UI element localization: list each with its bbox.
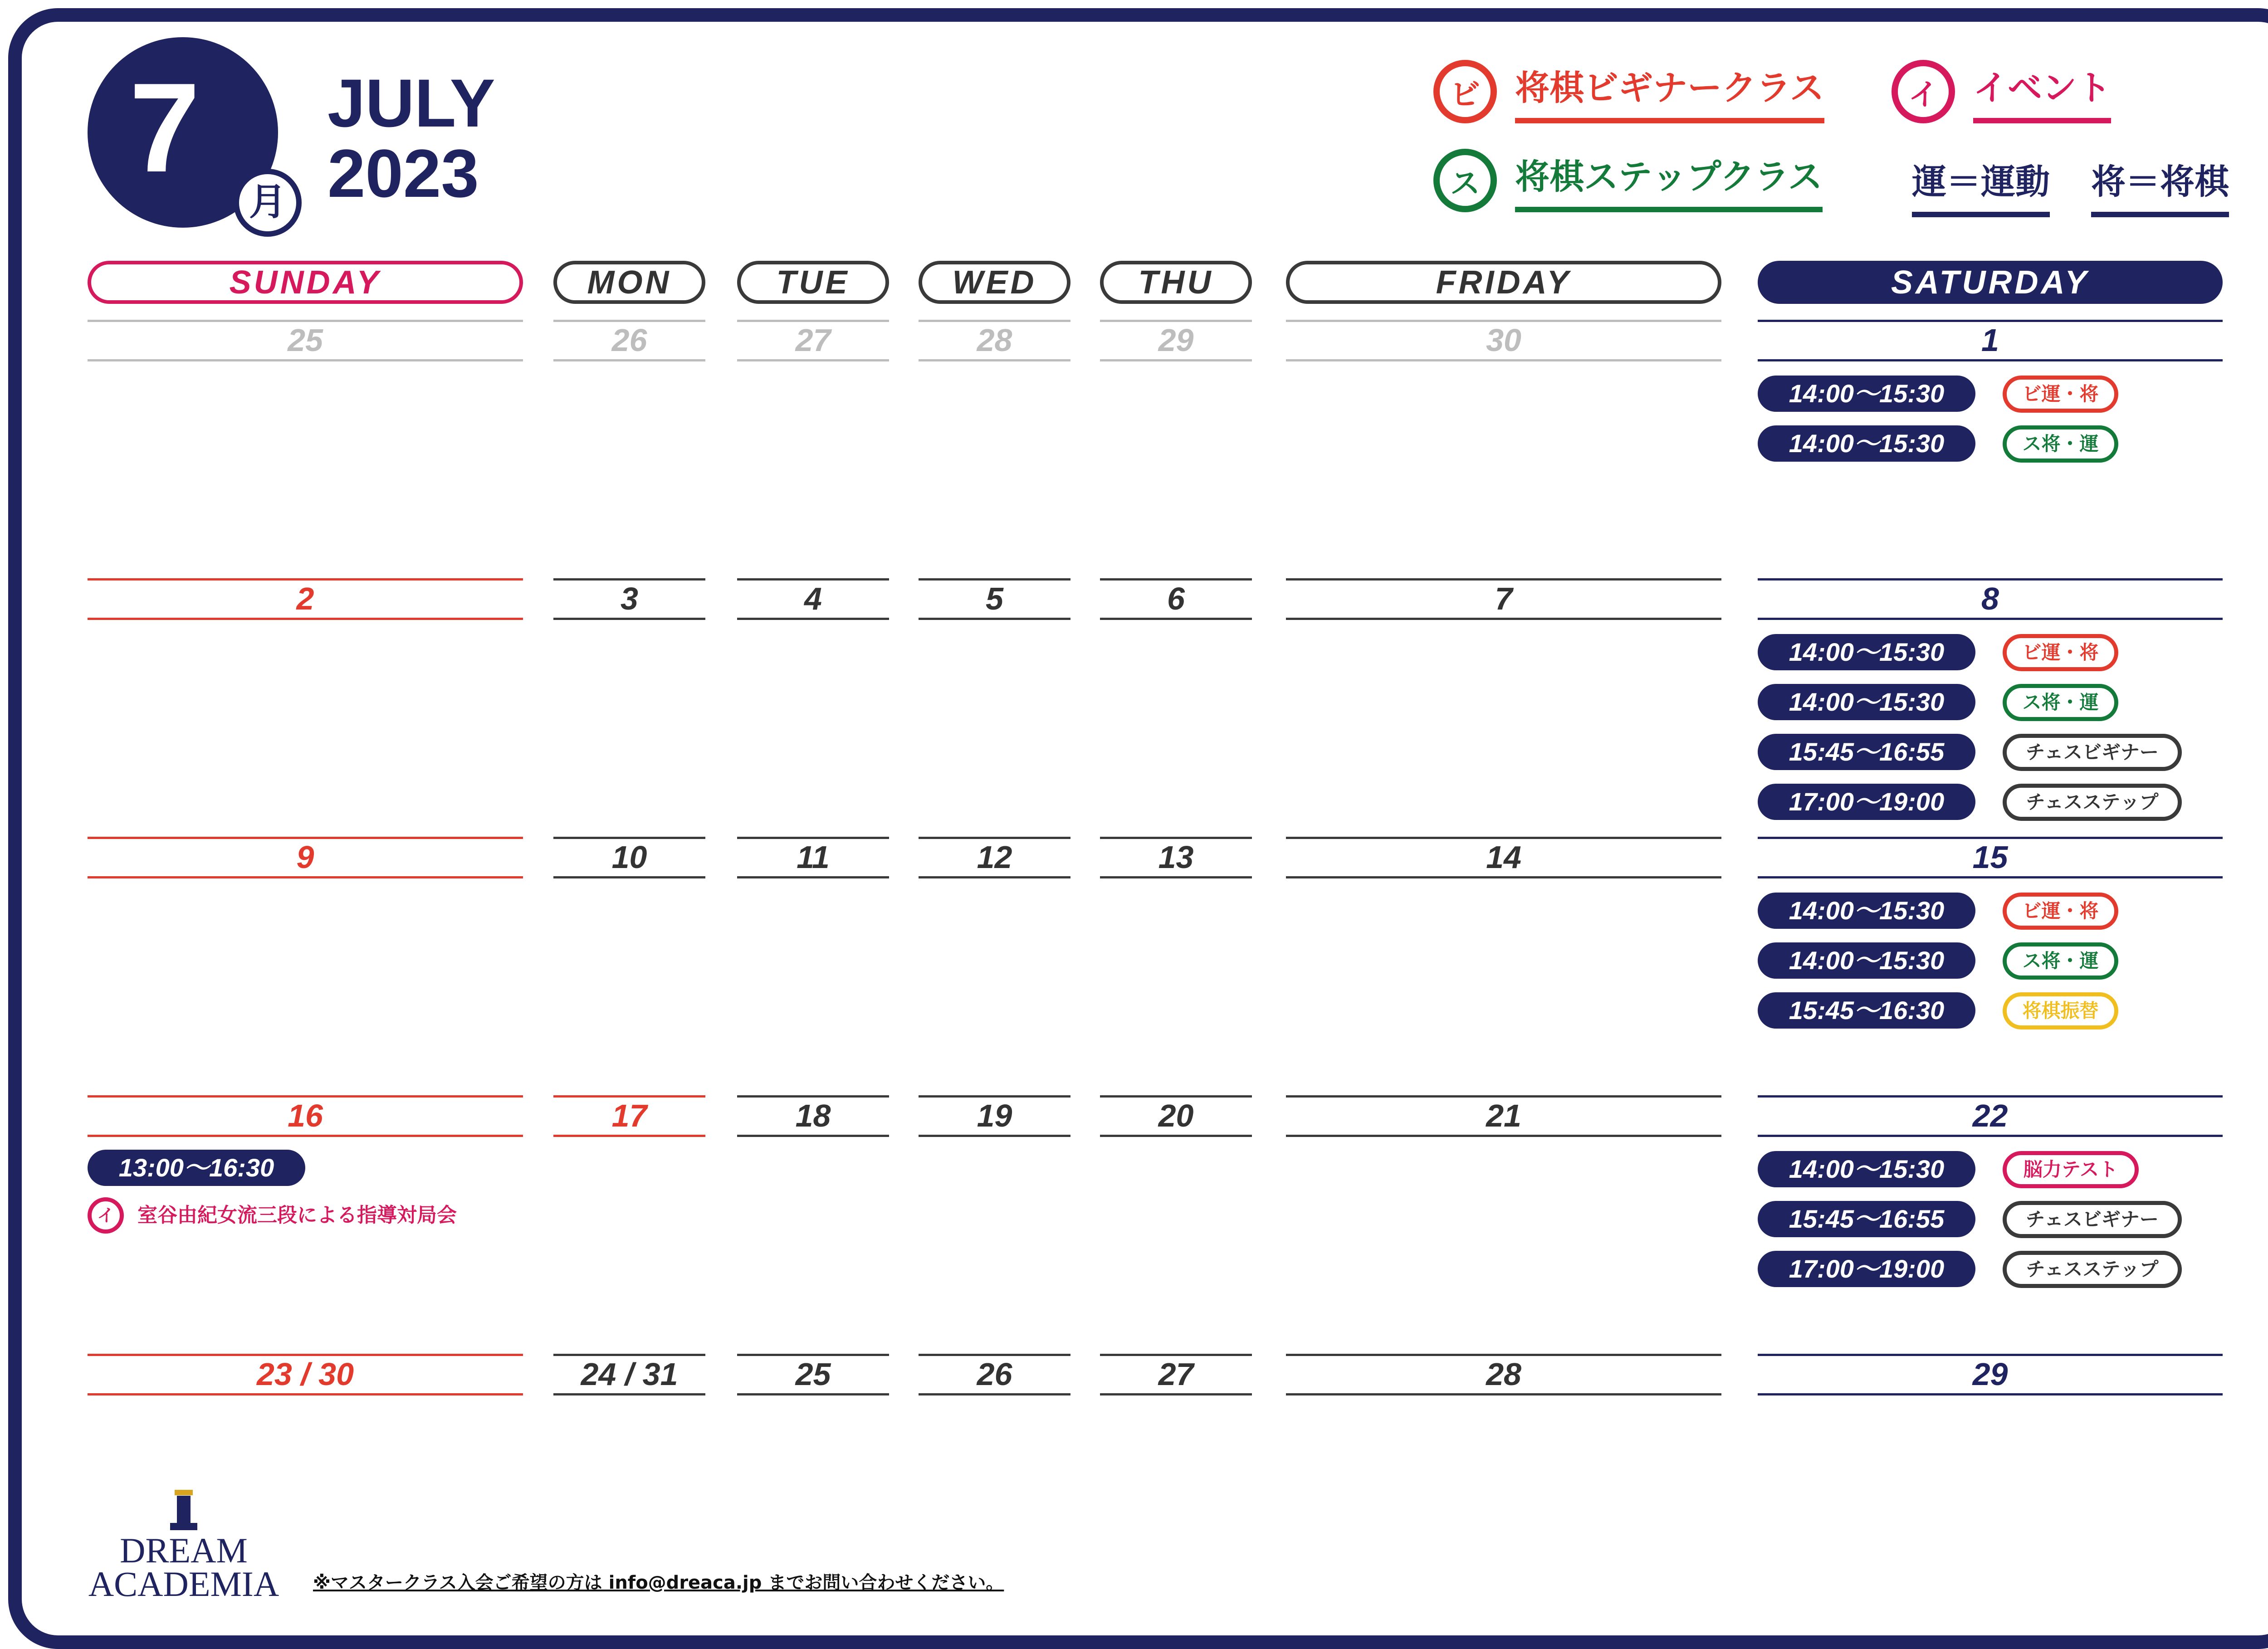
class-tag[interactable]: ビ運・将 (2003, 893, 2118, 930)
event-time[interactable]: 14:00〜15:30 (1758, 893, 1975, 929)
footer-note: ※マスタークラス入会ご希望の方は info@dreaca.jp までお問い合わせください。 (313, 1572, 1004, 1593)
date-cell-saturday: 8 (1758, 578, 2223, 620)
event-time[interactable]: 14:00〜15:30 (1758, 425, 1975, 462)
date-cell-saturday: 22 (1758, 1095, 2223, 1137)
date-cell: 4 (737, 578, 889, 620)
date-cell: 30 (1286, 320, 1721, 361)
class-tag[interactable]: チェスステップ (2003, 784, 2182, 821)
date-cell: 28 (1286, 1354, 1721, 1395)
legend-event (1892, 60, 2111, 123)
date-cell-sunday: 23 / 30 (88, 1354, 523, 1395)
legend-event-label: イベント (1973, 60, 2111, 123)
event-time[interactable]: 14:00〜15:30 (1758, 684, 1975, 720)
date-cell: 7 (1286, 578, 1721, 620)
class-tag[interactable]: ス将・運 (2003, 942, 2118, 980)
date-cell: 20 (1100, 1095, 1252, 1137)
date-cell-sunday: 16 (88, 1095, 523, 1137)
event-time[interactable]: 15:45〜16:55 (1758, 1201, 1975, 1237)
date-cell: 24 / 31 (553, 1354, 705, 1395)
step-icon: ス (1433, 149, 1497, 212)
header-saturday: SATURDAY (1758, 261, 2223, 304)
month-kanji: 月 (234, 169, 302, 237)
date-cell: 6 (1100, 578, 1252, 620)
event-time[interactable]: 13:00〜16:30 (88, 1150, 305, 1186)
header-monday: MON (553, 261, 705, 304)
class-tag[interactable]: ビ運・将 (2003, 376, 2118, 413)
class-tag[interactable]: ス将・運 (2003, 425, 2118, 463)
header-thursday: THU (1100, 261, 1252, 304)
date-cell: 5 (919, 578, 1070, 620)
class-tag[interactable]: チェスステップ (2003, 1251, 2182, 1288)
event-time[interactable]: 17:00〜19:00 (1758, 1251, 1975, 1287)
class-tag[interactable]: チェスビギナー (2003, 734, 2182, 771)
class-tag[interactable]: ス将・運 (2003, 684, 2118, 721)
month-number: 7 (129, 57, 200, 199)
event-time[interactable]: 15:45〜16:55 (1758, 734, 1975, 770)
legend-beginner-label: 将棋ビギナークラス (1515, 60, 1824, 123)
class-tag[interactable]: 将棋振替 (2003, 992, 2118, 1029)
month-english: JULY (327, 65, 495, 141)
header-friday: FRIDAY (1286, 261, 1721, 304)
date-cell: 13 (1100, 837, 1252, 878)
event-time[interactable]: 17:00〜19:00 (1758, 784, 1975, 820)
legend-step-label: 将棋ステップクラス (1515, 149, 1823, 212)
event-time[interactable]: 14:00〜15:30 (1758, 942, 1975, 979)
event-description: 室谷由紀女流三段による指導対局会 (137, 1204, 457, 1227)
month-title (327, 65, 495, 211)
header-wednesday: WED (919, 261, 1070, 304)
date-cell: 25 (737, 1354, 889, 1395)
date-cell: 26 (553, 320, 705, 361)
class-tag[interactable]: チェスビギナー (2003, 1201, 2182, 1238)
chess-piece-icon (86, 1488, 281, 1533)
year: 2023 (327, 135, 479, 211)
date-cell-saturday: 1 (1758, 320, 2223, 361)
logo-line1: DREAM (120, 1531, 248, 1570)
date-cell: 25 (88, 320, 523, 361)
header-tuesday: TUE (737, 261, 889, 304)
dream-academia-logo (86, 1488, 281, 1602)
class-tag[interactable]: 脳力テスト (2003, 1151, 2139, 1188)
date-cell-saturday: 29 (1758, 1354, 2223, 1395)
date-cell: 14 (1286, 837, 1721, 878)
event-time[interactable]: 14:00〜15:30 (1758, 634, 1975, 670)
legend-shogi (2091, 154, 2229, 217)
class-tag[interactable]: ビ運・将 (2003, 634, 2118, 671)
date-cell: 26 (919, 1354, 1070, 1395)
date-cell-saturday: 15 (1758, 837, 2223, 878)
legend-undo (1912, 154, 2050, 217)
date-cell: 28 (919, 320, 1070, 361)
date-cell: 3 (553, 578, 705, 620)
header-sunday: SUNDAY (88, 261, 523, 304)
date-cell: 27 (1100, 1354, 1252, 1395)
legend-undo-label: 運＝運動 (1912, 154, 2050, 217)
event-time[interactable]: 15:45〜16:30 (1758, 992, 1975, 1029)
calendar-frame (8, 8, 2268, 1649)
date-cell: 29 (1100, 320, 1252, 361)
date-cell-sunday: 2 (88, 578, 523, 620)
date-cell-holiday: 17 (553, 1095, 705, 1137)
event-icon: イ (1892, 60, 1955, 123)
legend-beginner (1433, 60, 1824, 123)
date-cell-sunday: 9 (88, 837, 523, 878)
beginner-icon: ビ (1433, 60, 1497, 123)
event-time[interactable]: 14:00〜15:30 (1758, 376, 1975, 412)
date-cell: 10 (553, 837, 705, 878)
legend-step (1433, 149, 1823, 212)
event-icon: イ (88, 1197, 124, 1234)
date-cell: 27 (737, 320, 889, 361)
date-cell: 11 (737, 837, 889, 878)
date-cell: 18 (737, 1095, 889, 1137)
event-time[interactable]: 14:00〜15:30 (1758, 1151, 1975, 1187)
date-cell: 19 (919, 1095, 1070, 1137)
date-cell: 21 (1286, 1095, 1721, 1137)
date-cell: 12 (919, 837, 1070, 878)
legend-shogi-label: 将＝将棋 (2091, 154, 2229, 217)
month-badge (88, 37, 286, 228)
logo-line2: ACADEMIA (88, 1564, 279, 1604)
